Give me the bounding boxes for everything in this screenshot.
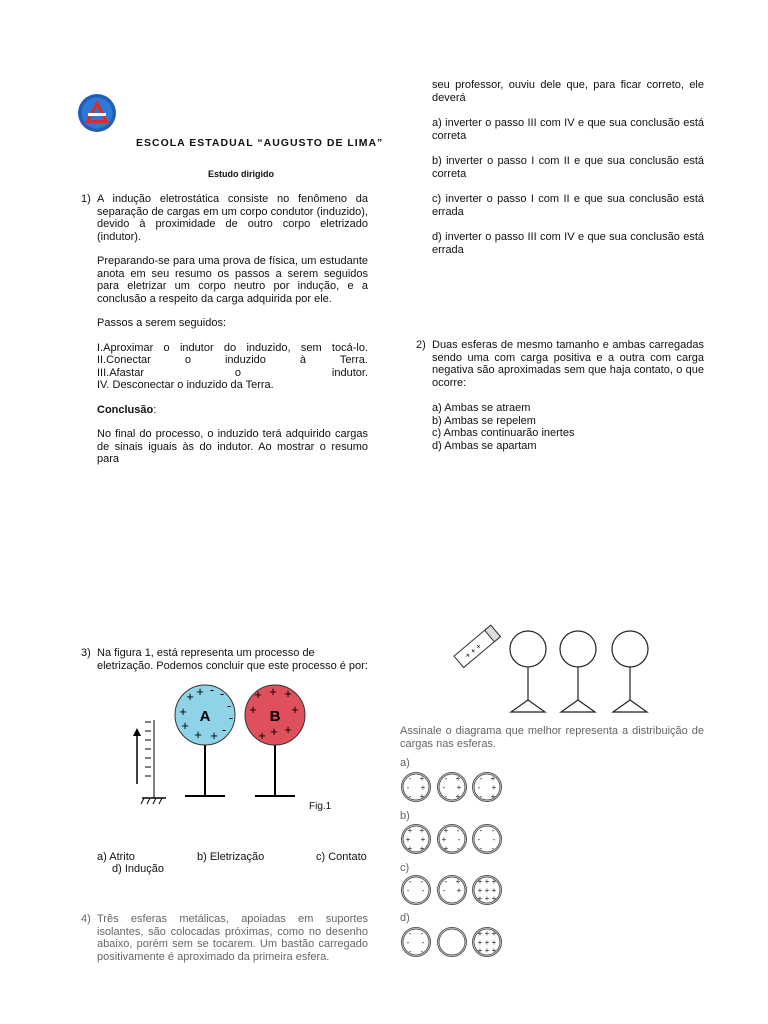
svg-text:-: - — [221, 722, 227, 737]
svg-text:+: + — [419, 774, 425, 783]
svg-text:-: - — [479, 774, 483, 783]
q2-block — [432, 339, 704, 452]
q1-block — [97, 193, 368, 466]
svg-text:+: + — [269, 684, 277, 699]
svg-text:-: - — [406, 886, 410, 895]
svg-text:-: - — [456, 844, 460, 853]
q2-text: Duas esferas de mesmo tamanho e ambas carregadas sendo uma com carga positiva e a outra com carga negativa são aproximadas sem que haja contato, o que ocorre: — [432, 339, 704, 389]
electrification-diagram — [128, 676, 318, 811]
svg-text:+: + — [477, 946, 483, 955]
q1-continuation-block — [432, 79, 704, 256]
svg-text:-: - — [219, 686, 225, 701]
svg-text:+: + — [419, 792, 425, 801]
q1-option-b: b) inverter o passo I com II e que sua conclusão está correta — [432, 155, 704, 180]
q4-setup-figure — [452, 620, 682, 716]
q1-continuation: seu professor, ouviu dele que, para ficar correto, ele deverá — [432, 79, 704, 104]
q1-conclusion-heading — [97, 404, 368, 417]
svg-text:+: + — [249, 702, 257, 717]
svg-text:+: + — [284, 686, 292, 701]
q1-paragraph-2: Preparando-se para uma prova de física, um estudante anota em seu resumo os passos a serem seguidos para eletrizar um corpo neutro por indução, e a conclusão a respeito da carga adquirida por ele. — [97, 255, 368, 305]
svg-text:+: + — [455, 792, 461, 801]
svg-text:+: + — [179, 704, 187, 719]
q1-number: 1) — [81, 193, 91, 205]
q4-label-b: b) — [400, 810, 410, 822]
svg-text:+: + — [484, 886, 490, 895]
svg-text:-: - — [226, 698, 232, 713]
q3-option-a: a) Atrito — [97, 851, 135, 863]
svg-text:-: - — [408, 947, 412, 956]
svg-text:+: + — [491, 946, 497, 955]
svg-text:-: - — [477, 835, 481, 844]
svg-text:-: - — [442, 886, 446, 895]
svg-text:-: - — [406, 783, 410, 792]
svg-text:+: + — [196, 684, 204, 699]
svg-text:+: + — [491, 783, 497, 792]
q1-option-d: d) inverter o passo III com IV e que sua conclusão está errada — [432, 231, 704, 256]
sphere-2 — [560, 631, 596, 667]
svg-text:-: - — [477, 783, 481, 792]
svg-text:-: - — [421, 886, 425, 895]
svg-text:+: + — [291, 702, 299, 717]
svg-text:+: + — [491, 929, 497, 938]
svg-text:-: - — [479, 826, 483, 835]
q3-option-d: d) Indução — [112, 863, 164, 875]
svg-text:-: - — [408, 929, 412, 938]
q4-label-a: a) — [400, 757, 410, 769]
three-spheres-diagram — [452, 620, 682, 716]
q1-option-a: a) inverter o passo III com IV e que sua conclusão está correta — [432, 117, 704, 142]
svg-text:-: - — [408, 774, 412, 783]
q1-steps-list — [97, 342, 368, 392]
figure-1-label: Fig.1 — [309, 801, 332, 812]
q1-step: III.Afastar o indutor. — [97, 366, 368, 379]
svg-text:-: - — [421, 938, 425, 947]
q2-option-a: a) Ambas se atraem — [432, 402, 531, 414]
svg-text:+: + — [484, 938, 490, 947]
q4-text: Três esferas metálicas, apoiadas em suportes isolantes, são colocadas próximas, como no desenho abaixo, porém sem se tocarem. Um bastão carregado positivamente é aproximado da primeira esfera. — [97, 913, 368, 963]
svg-text:-: - — [444, 792, 448, 801]
svg-text:+: + — [210, 728, 218, 743]
svg-text:+: + — [484, 877, 490, 886]
svg-text:+: + — [484, 946, 490, 955]
q1-step: IV. Desconectar o induzido da Terra. — [97, 379, 274, 391]
figure-1 — [128, 676, 318, 811]
svg-text:+: + — [491, 938, 497, 947]
wire-negative-charges — [145, 722, 151, 776]
svg-text:+: + — [419, 826, 425, 835]
svg-text:+: + — [420, 835, 426, 844]
svg-text:+: + — [491, 877, 497, 886]
svg-text:+: + — [491, 894, 497, 903]
svg-text:+: + — [477, 929, 483, 938]
page-subtitle: Estudo dirigido — [208, 169, 274, 179]
q1-steps-title: Passos a serem seguidos: — [97, 317, 227, 329]
q2-option-d: d) Ambas se apartam — [432, 439, 537, 452]
svg-text:+: + — [477, 886, 483, 895]
q2-options — [432, 402, 704, 452]
svg-text:+: + — [455, 877, 461, 886]
q1-step: II.Conectar o induzido à Terra. — [97, 354, 368, 366]
answer-options-svg — [398, 768, 508, 960]
q1-intro: A indução eletrostática consiste no fenômeno da separação de cargas em um corpo condutor (induzido), devido à proximidade de outro corpo eletrizado (indutor). — [97, 193, 368, 243]
svg-text:+: + — [456, 886, 462, 895]
q1-option-c: c) inverter o passo I com II e que sua conclusão está errada — [432, 193, 704, 218]
svg-text:-: - — [408, 877, 412, 886]
sphere-3 — [612, 631, 648, 667]
logo-emblem-icon — [77, 93, 117, 133]
q3-option-c: c) Contato — [316, 851, 367, 863]
school-logo — [77, 93, 117, 133]
svg-text:-: - — [491, 826, 495, 835]
svg-text:-: - — [420, 929, 424, 938]
svg-text:-: - — [457, 835, 461, 844]
q3-option-b: b) Eletrização — [197, 851, 265, 863]
svg-text:+: + — [420, 783, 426, 792]
q3-text: Na figura 1, está representa um processo de eletrização. Podemos concluir que este processo é por: — [97, 647, 368, 672]
q3-number: 3) — [81, 647, 91, 659]
svg-text:-: - — [442, 783, 446, 792]
svg-text:+: + — [484, 929, 490, 938]
q1-conclusion-text: No final do processo, o induzido terá adquirido cargas de sinais iguais às do indutor. Ao mostrar o resumo para — [97, 428, 368, 465]
svg-text:+: + — [477, 938, 483, 947]
svg-text:-: - — [420, 947, 424, 956]
svg-text:-: - — [228, 710, 234, 725]
q4-label-d: d) — [400, 912, 410, 924]
svg-text:-: - — [479, 792, 483, 801]
q4-label-c: c) — [400, 862, 410, 874]
q4-answer-diagrams — [398, 768, 508, 960]
svg-text:+: + — [407, 826, 413, 835]
svg-text:-: - — [456, 826, 460, 835]
svg-text:-: - — [492, 835, 496, 844]
rod-charges: + + + — [463, 641, 484, 661]
q4-instruction: Assinale o diagrama que melhor representa a distribuição de cargas nas esferas. — [400, 725, 704, 750]
svg-text:-: - — [408, 792, 412, 801]
q2-option-b: b) Ambas se repelem — [432, 414, 536, 427]
svg-text:-: - — [444, 877, 448, 886]
svg-text:-: - — [209, 682, 215, 697]
svg-text:+: + — [258, 728, 266, 743]
svg-text:-: - — [491, 844, 495, 853]
q1-step: I.Aproximar o indutor do induzido, sem tocá-lo. — [97, 341, 368, 354]
svg-text:-: - — [444, 774, 448, 783]
svg-text:+: + — [484, 894, 490, 903]
svg-text:-: - — [406, 938, 410, 947]
svg-text:+: + — [455, 774, 461, 783]
svg-text:+: + — [181, 718, 189, 733]
svg-text:-: - — [420, 877, 424, 886]
school-name: ESCOLA ESTADUAL “AUGUSTO DE LIMA” — [136, 137, 384, 149]
svg-text:+: + — [194, 727, 202, 742]
svg-text:+: + — [254, 687, 262, 702]
q1-conclusion-label: Conclusão — [97, 403, 154, 416]
svg-text:+: + — [443, 844, 449, 853]
svg-text:+: + — [441, 835, 447, 844]
sphere-a-label: A — [199, 708, 211, 725]
svg-text:+: + — [419, 844, 425, 853]
svg-text:+: + — [456, 783, 462, 792]
svg-text:+: + — [490, 792, 496, 801]
svg-text:+: + — [443, 826, 449, 835]
svg-text:+: + — [491, 886, 497, 895]
svg-text:+: + — [405, 835, 411, 844]
q1-conclusion-colon: : — [153, 403, 157, 416]
sphere-b-label: B — [269, 708, 281, 725]
q2-number: 2) — [416, 339, 426, 351]
q2-option-c: c) Ambas continuarão inertes — [432, 427, 575, 439]
svg-text:-: - — [479, 844, 483, 853]
sphere-1 — [510, 631, 546, 667]
svg-text:+: + — [490, 774, 496, 783]
svg-text:+: + — [407, 844, 413, 853]
svg-text:+: + — [284, 722, 292, 737]
q4-number: 4) — [81, 913, 91, 925]
svg-text:+: + — [477, 894, 483, 903]
svg-text:+: + — [270, 724, 278, 739]
svg-text:+: + — [186, 689, 194, 704]
svg-text:+: + — [477, 877, 483, 886]
